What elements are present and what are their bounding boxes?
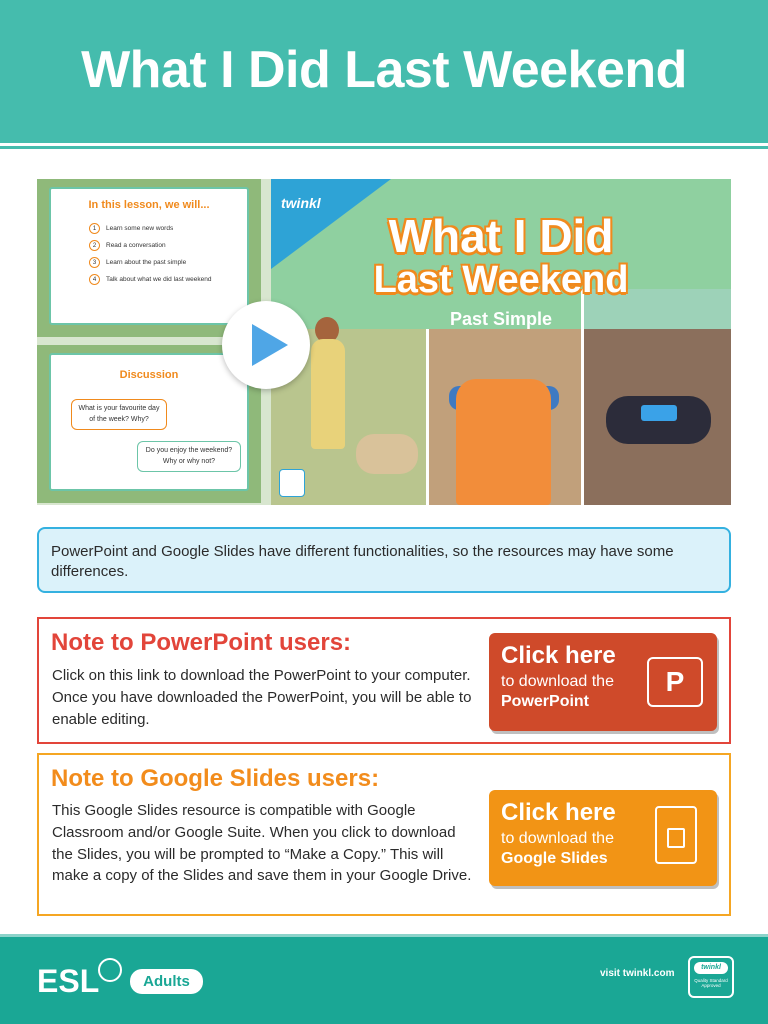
discussion-question-1: What is your favourite day of the week? Why? <box>71 399 167 430</box>
lesson-item-text: Talk about what we did last weekend <box>106 276 212 283</box>
play-icon <box>252 324 288 366</box>
header-divider-line <box>0 146 768 149</box>
lesson-thumbnail <box>37 179 261 337</box>
dog-figure <box>356 434 418 474</box>
download-powerpoint-heading: Click here <box>501 642 616 669</box>
slide-title-line-2: Last Weekend <box>373 259 629 301</box>
download-google-slides-label: Google Slides <box>501 850 608 868</box>
backpack <box>456 379 551 505</box>
globe-icon <box>98 958 122 982</box>
lesson-item-number: 1 <box>89 223 100 234</box>
lesson-item-number: 3 <box>89 257 100 268</box>
quality-badge-text: Quality Standard Approved <box>694 978 728 989</box>
powerpoint-icon <box>647 657 703 707</box>
page-title: What I Did Last Weekend <box>81 41 687 99</box>
slide-subtitle: Past Simple <box>449 309 553 329</box>
download-google-slides-heading: Click here <box>501 799 616 826</box>
twinkl-logo: twinkl <box>281 195 321 211</box>
lesson-item <box>89 240 166 251</box>
lesson-item <box>89 274 212 285</box>
google-slides-note <box>37 753 731 916</box>
lesson-item-text: Read a conversation <box>106 242 166 249</box>
google-slides-note-body: This Google Slides resource is compatible with Google Classroom and/or Google Suite. When you click to download the Slides, you will be prompted to “Make a Copy.” This will make a copy of the Slides and save them in your Google Drive. <box>52 802 472 885</box>
game-controller-screen <box>641 405 677 421</box>
download-powerpoint-label: PowerPoint <box>501 693 590 711</box>
quality-badge-logo: twinkl <box>694 962 728 974</box>
lesson-item-number: 4 <box>89 274 100 285</box>
powerpoint-note <box>37 617 731 744</box>
visit-twinkl-link[interactable]: visit twinkl.com <box>600 968 675 979</box>
quality-badge-icon <box>688 956 734 998</box>
discussion-question-2: Do you enjoy the weekend? Why or why not? <box>137 441 241 472</box>
google-slides-icon-inner <box>667 828 685 848</box>
google-slides-note-title: Note to Google Slides users: <box>51 765 380 792</box>
quality-badge-icon <box>279 469 305 497</box>
discussion-heading: Discussion <box>119 369 179 381</box>
powerpoint-note-body: Click on this link to download the PowerPoint to your computer. Once you have downloaded the PowerPoint, you will be able to enable editing. <box>52 667 472 728</box>
slide-title-line-1: What I Did <box>388 210 614 262</box>
lesson-item-text: Learn some new words <box>106 225 174 232</box>
download-powerpoint-line: to download the <box>501 673 614 691</box>
lesson-card <box>49 187 249 325</box>
download-google-slides-button[interactable] <box>489 790 717 886</box>
powerpoint-note-title: Note to PowerPoint users: <box>51 629 352 656</box>
slide-preview[interactable] <box>37 179 731 505</box>
discussion-card <box>49 353 249 491</box>
download-google-slides-line: to download the <box>501 830 614 848</box>
play-button[interactable] <box>222 301 310 389</box>
lesson-card-heading: In this lesson, we will... <box>88 199 210 211</box>
lesson-item <box>89 257 186 268</box>
walker-figure <box>311 339 345 449</box>
download-powerpoint-button[interactable] <box>489 633 717 731</box>
lesson-item <box>89 223 173 234</box>
title-slide <box>271 179 731 505</box>
google-slides-icon <box>655 806 697 864</box>
info-box: PowerPoint and Google Slides have different functionalities, so the resources may have some differences. <box>37 527 731 593</box>
lesson-item-text: Learn about the past simple <box>106 259 187 266</box>
esl-logo: ESL <box>37 963 100 999</box>
adults-badge: Adults <box>130 969 203 994</box>
powerpoint-icon-letter: P <box>665 666 685 697</box>
discussion-thumbnail <box>37 345 261 503</box>
lesson-item-number: 2 <box>89 240 100 251</box>
